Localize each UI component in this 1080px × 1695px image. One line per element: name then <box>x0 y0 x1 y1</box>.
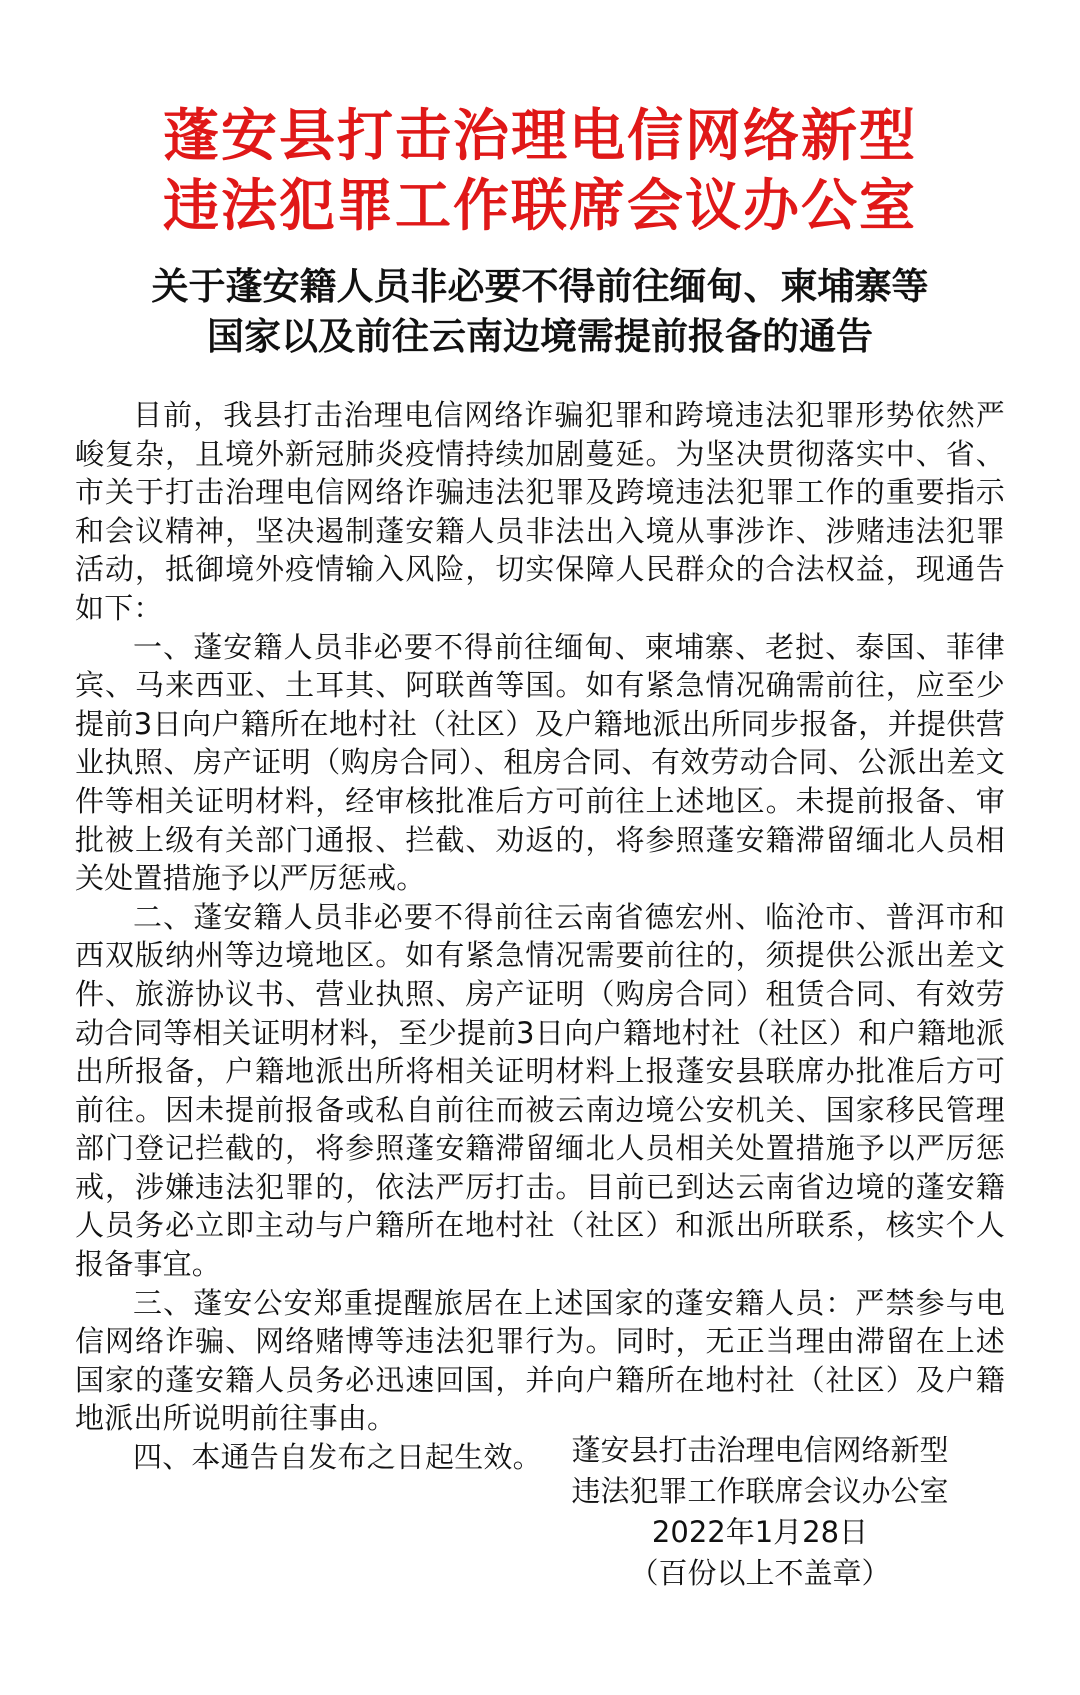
issuer-header <box>60 102 1020 242</box>
signature-date: 2022年1月28日 <box>651 1515 869 1549</box>
signature-line-2: 违法犯罪工作联席会议办公室 <box>571 1474 949 1508</box>
notice-title <box>60 262 1020 362</box>
clause-3-paragraph: 三、蓬安公安郑重提醒旅居在上述国家的蓬安籍人员：严禁参与电信网络诈骗、网络赌博等违法犯罪行为。同时，无正当理由滞留在上述国家的蓬安籍人员务必迅速回国，并向户籍所在地村社（社区）及户籍地派出所说明前往事由。 <box>75 1285 1005 1436</box>
signature-line-1: 蓬安县打击治理电信网络新型 <box>571 1433 949 1467</box>
clause-4-paragraph: 四、本通告自发布之日起生效。 <box>133 1440 542 1475</box>
notice-title-line-2: 国家以及前往云南边境需提前报备的通告 <box>207 315 873 358</box>
signature-note: （百份以上不盖章） <box>629 1556 891 1590</box>
issuer-header-line-2: 违法犯罪工作联席会议办公室 <box>163 174 917 239</box>
signature-block <box>530 1430 990 1594</box>
clause-1-paragraph: 一、蓬安籍人员非必要不得前往缅甸、柬埔寨、老挝、泰国、菲律宾、马来西亚、土耳其、阿联酋等国。如有紧急情况确需前往，应至少提前3日向户籍所在地村社（社区）及户籍地派出所同步报备，并提供营业执照、房产证明（购房合同）、租房合同、有效劳动合同、公派出差文件等相关证明材料，经审核批准后方可前往上述地区。未提前报备、审批被上级有关部门通报、拦截、劝返的，将参照蓬安籍滞留缅北人员相关处置措施予以严厉惩戒。 <box>75 629 1005 896</box>
notice-body <box>75 396 1005 1477</box>
intro-paragraph: 目前，我县打击治理电信网络诈骗犯罪和跨境违法犯罪形势依然严峻复杂，且境外新冠肺炎疫情持续加剧蔓延。为坚决贯彻落实中、省、市关于打击治理电信网络诈骗违法犯罪及跨境违法犯罪工作的重要指示和会议精神，坚决遏制蓬安籍人员非法出入境从事涉诈、涉赌违法犯罪活动，抵御境外疫情输入风险，切实保障人民群众的合法权益，现通告如下： <box>75 398 1005 625</box>
notice-title-line-1: 关于蓬安籍人员非必要不得前往缅甸、柬埔寨等 <box>151 265 929 308</box>
clause-2-paragraph: 二、蓬安籍人员非必要不得前往云南省德宏州、临沧市、普洱市和西双版纳州等边境地区。如有紧急情况需要前往的，须提供公派出差文件、旅游协议书、营业执照、房产证明（购房合同）租赁合同、有效劳动合同等相关证明材料，至少提前3日向户籍地村社（社区）和户籍地派出所报备，户籍地派出所将相关证明材料上报蓬安县联席办批准后方可前往。因未提前报备或私自前往而被云南边境公安机关、国家移民管理部门登记拦截的，将参照蓬安籍滞留缅北人员相关处置措施予以严厉惩戒，涉嫌违法犯罪的，依法严厉打击。目前已到达云南省边境的蓬安籍人员务必立即主动与户籍所在地村社（社区）和派出所联系，核实个人报备事宜。 <box>75 899 1005 1282</box>
issuer-header-line-1: 蓬安县打击治理电信网络新型 <box>163 104 917 169</box>
